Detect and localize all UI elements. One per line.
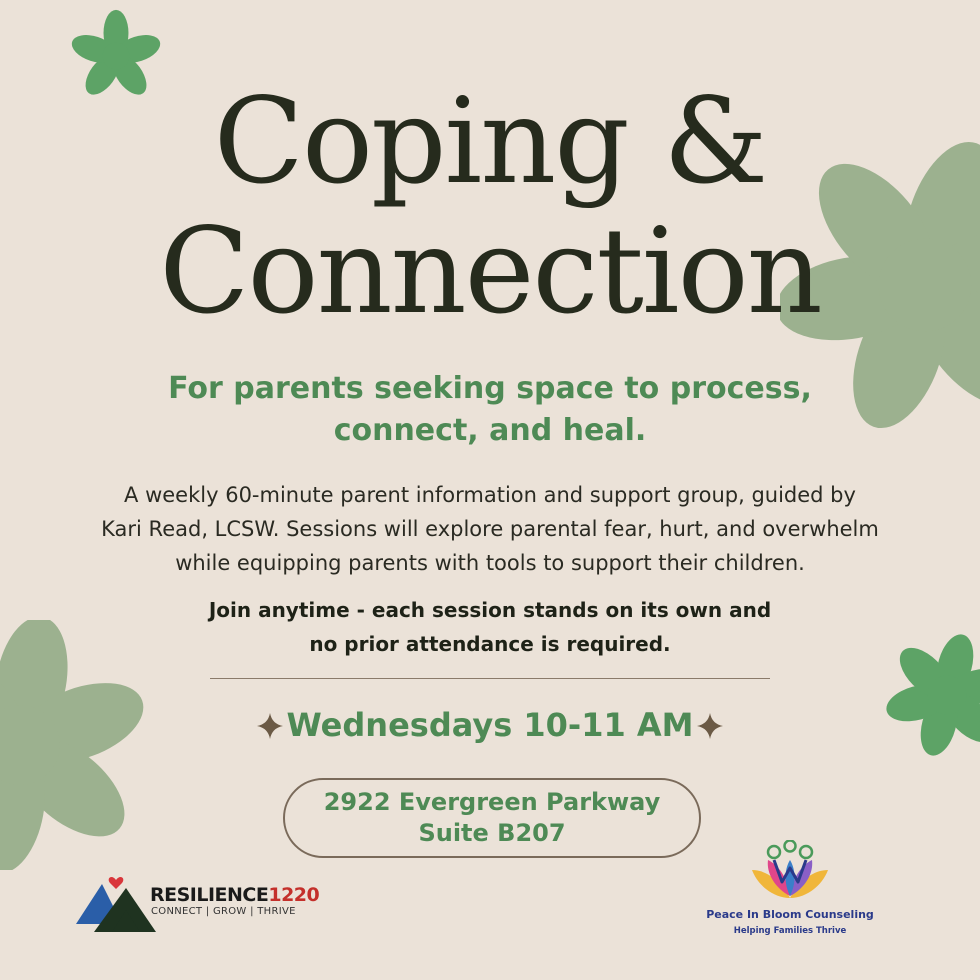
- subtitle-line-2: connect, and heal.: [333, 413, 647, 448]
- resilience-logo-text: [150, 884, 319, 906]
- peace-in-bloom-name: Peace In Bloom Counseling: [706, 908, 874, 921]
- sparkle-right-icon: [696, 712, 724, 740]
- resilience-name: RESILIENCE: [150, 884, 269, 906]
- divider: [210, 678, 770, 679]
- title-line-1: Coping &: [213, 72, 767, 210]
- address-line-1: 2922 Evergreen Parkway: [323, 788, 661, 816]
- address-box: [283, 778, 701, 858]
- resilience-mountain-logo-icon: [76, 870, 160, 934]
- peace-in-bloom-tagline: Helping Families Thrive: [733, 926, 847, 936]
- description-line-1: A weekly 60-minute parent information and support group, guided by: [124, 483, 856, 507]
- description: [90, 478, 890, 580]
- subtitle: [120, 368, 860, 452]
- join-line-1: Join anytime - each session stands on its own and: [208, 598, 772, 622]
- resilience-tagline: CONNECT | GROW | THRIVE: [151, 906, 296, 917]
- schedule-text: Wednesdays 10-11 AM: [286, 706, 694, 744]
- peace-in-bloom-logo-icon: [744, 840, 836, 902]
- address-line-2: Suite B207: [418, 819, 566, 847]
- title-line-2: Connection: [159, 202, 821, 340]
- join-line-2: no prior attendance is required.: [309, 632, 671, 656]
- description-line-3: while equipping parents with tools to support their children.: [175, 551, 805, 575]
- join-note: [150, 593, 830, 661]
- description-line-2: Kari Read, LCSW. Sessions will explore parental fear, hurt, and overwhelm: [101, 517, 879, 541]
- subtitle-line-1: For parents seeking space to process,: [168, 371, 812, 406]
- resilience-number: 1220: [268, 884, 320, 906]
